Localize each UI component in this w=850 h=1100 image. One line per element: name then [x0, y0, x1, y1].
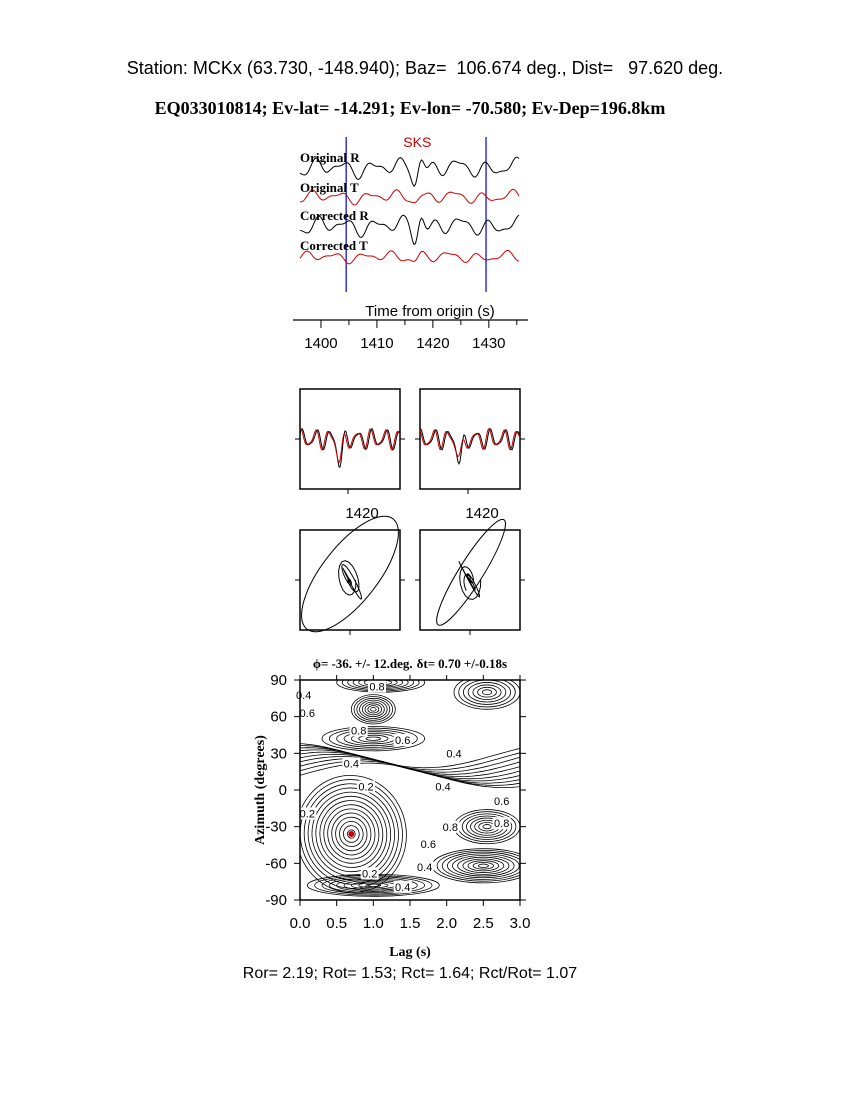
- contour-line: [453, 855, 515, 876]
- overlay-trace-red: [420, 429, 520, 457]
- contour-label: 0.4: [446, 748, 462, 761]
- contour-label: 0.6: [395, 735, 411, 748]
- trace-label-original-r: Original R: [300, 150, 360, 165]
- contour-line: [300, 752, 520, 777]
- lag-tick-label: 2.0: [436, 915, 458, 932]
- contour-line: [463, 680, 510, 704]
- event-header: EQ033010814; Ev-lat= -14.291; Ev-lon= -70.580; Ev-Dep=196.8km: [154, 98, 666, 118]
- contour-line: [459, 678, 516, 707]
- overlay-box-right: [420, 389, 520, 489]
- waveform-overlay-panels: [295, 389, 525, 522]
- contour-label: 0.4: [296, 689, 312, 702]
- energy-grid-panel: [253, 656, 535, 960]
- lag-tick-label: 0.5: [326, 915, 348, 932]
- trace-label-original-t: Original T: [300, 180, 359, 195]
- overlay-tick-label-left: 1420: [345, 505, 379, 522]
- contour-label: 0.4: [417, 862, 433, 875]
- phi-value: -36.: [331, 656, 353, 671]
- contour-line: [300, 761, 520, 786]
- time-axis-label: Time from origin (s): [365, 303, 495, 320]
- time-tick-label: 1400: [304, 335, 338, 352]
- contour-label: 0.6: [299, 708, 315, 721]
- contour-line: [351, 695, 395, 724]
- contour-line: [360, 700, 388, 718]
- seismogram-panel: [293, 134, 528, 352]
- azimuth-tick-label: 60: [270, 708, 287, 726]
- particle-path: [459, 561, 481, 599]
- contour-label: 0.8: [351, 725, 367, 738]
- contour-label: 0.6: [494, 796, 510, 809]
- contour-line: [478, 864, 488, 867]
- azimuth-tick-label: 0: [278, 782, 287, 799]
- contour-line: [371, 708, 377, 712]
- contour-label: 0.4: [395, 881, 411, 894]
- contour-line: [437, 850, 529, 881]
- time-tick-label: 1410: [360, 335, 394, 352]
- time-tick-label: 1420: [416, 335, 450, 352]
- overlay-tick-label-right: 1420: [465, 505, 499, 522]
- lag-tick-label: 0.0: [289, 915, 311, 932]
- particle-ellipse: [285, 502, 415, 647]
- contour-label: 0.4: [343, 758, 359, 771]
- contour-line: [368, 706, 379, 713]
- azimuth-axis-label: Azimuth (degrees): [253, 735, 268, 845]
- time-tick-label: 1430: [472, 335, 506, 352]
- dt-symbol: δt=: [416, 656, 436, 671]
- contour-line: [478, 687, 497, 697]
- contour-line: [300, 759, 520, 784]
- contour-label: 0.8: [494, 818, 510, 831]
- contour-label: 0.6: [420, 839, 436, 851]
- contour-label: 0.8: [442, 821, 458, 834]
- particle-path: [339, 561, 362, 599]
- lag-tick-label: 1.0: [362, 915, 384, 932]
- lag-tick-label: 3.0: [509, 915, 531, 932]
- contour-label: 0.2: [362, 868, 378, 881]
- phi-symbol: ϕ=: [312, 656, 329, 671]
- contour-line: [442, 852, 524, 879]
- lag-tick-label: 1.5: [399, 915, 421, 932]
- contour-label: 0.8: [369, 681, 385, 694]
- azimuth-tick-label: 90: [270, 672, 287, 689]
- dt-value: 0.70: [438, 656, 461, 671]
- contour-label: 0.2: [299, 808, 315, 821]
- particle-motion-panels: [285, 502, 525, 647]
- phi-error: +/- 12.deg.: [355, 656, 413, 671]
- trace-label-corrected-t: Corrected T: [300, 238, 368, 253]
- contour-line: [473, 862, 494, 869]
- azimuth-tick-label: -30: [265, 818, 287, 836]
- azimuth-tick-label: 30: [270, 745, 287, 763]
- lag-tick-label: 2.5: [472, 915, 494, 932]
- contour-line: [483, 825, 491, 829]
- result-title: [313, 656, 507, 671]
- dt-error: +/-0.18s: [463, 656, 508, 671]
- contour-line: [482, 690, 491, 695]
- azimuth-tick-label: -60: [265, 855, 287, 873]
- station-header: Station: MCKx (63.730, -148.940); Baz= 106.674 deg., Dist= 97.620 deg.: [126, 58, 724, 78]
- contour-line: [458, 857, 509, 874]
- best-fit-marker: [348, 831, 354, 837]
- azimuth-tick-label: -90: [265, 892, 287, 909]
- phase-label: SKS: [403, 134, 432, 150]
- contour-line: [468, 682, 506, 702]
- contour-label: 0.2: [358, 781, 374, 794]
- ratio-footer: Ror= 2.19; Rot= 1.53; Rct= 1.64; Rct/Rot= 1.07: [242, 965, 578, 982]
- overlay-trace-black: [420, 429, 520, 464]
- trace-label-corrected-r: Corrected R: [300, 208, 369, 223]
- overlay-box-left: [300, 389, 400, 489]
- lag-axis-label: Lag (s): [389, 945, 431, 960]
- contour-line: [366, 737, 381, 740]
- contour-label: 0.4: [435, 781, 451, 794]
